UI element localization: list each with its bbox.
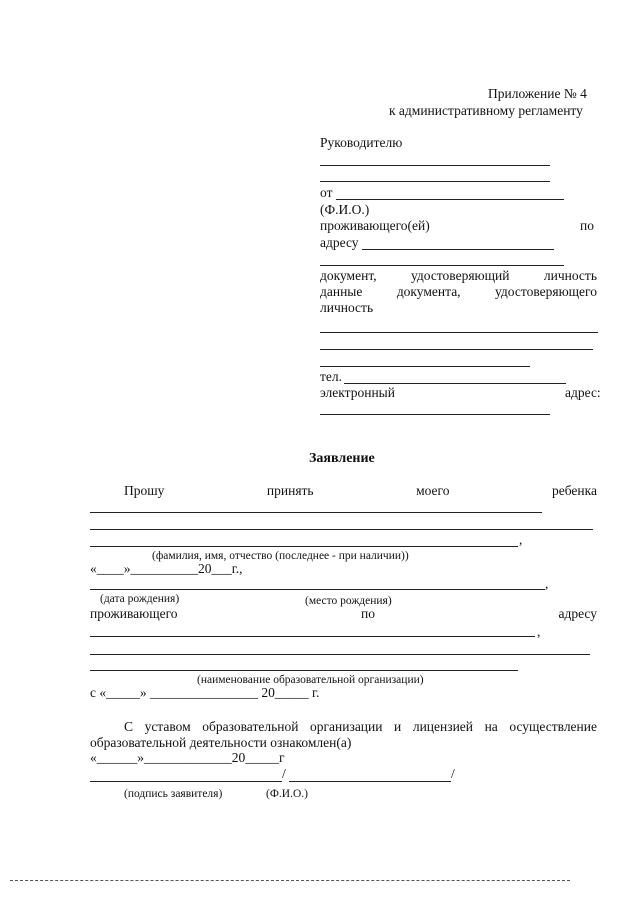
org-name-line[interactable] <box>90 670 518 671</box>
child-address-line-2[interactable] <box>90 654 590 655</box>
request-line <box>124 483 597 499</box>
document-word-2: документа, <box>396 284 461 299</box>
certifying-word: удостоверяющий <box>410 268 510 283</box>
page-bottom-edge <box>10 880 570 881</box>
signature-caption: (подпись заявителя) <box>124 788 223 800</box>
data-word: данные <box>320 284 363 299</box>
comma-3: , <box>537 624 541 639</box>
regulation-reference: к административному регламенту <box>389 103 583 118</box>
addressee-line-1[interactable] <box>320 165 550 166</box>
addressee-line-2[interactable] <box>320 181 550 182</box>
from-label: от <box>320 185 333 200</box>
email-label-2: адрес: <box>565 385 601 400</box>
statement-title: Заявление <box>309 451 375 466</box>
birth-date-line[interactable]: «____»__________20___г., <box>90 561 243 576</box>
residing-line <box>90 606 597 622</box>
document-word: документ, <box>320 268 377 283</box>
document-data-line <box>320 284 597 300</box>
request-word-1: Прошу <box>124 483 165 498</box>
sign-date-line[interactable]: «______»_____________20_____г <box>90 750 285 765</box>
email-line[interactable] <box>320 414 550 415</box>
comma-1: , <box>519 532 523 547</box>
slash-2: / <box>451 766 455 781</box>
slash-1: / <box>282 766 286 781</box>
address-line-2[interactable] <box>320 265 564 266</box>
by-word: по <box>361 606 376 621</box>
child-name-line-3[interactable] <box>90 546 518 547</box>
certifying-word-2: удостоверяющего <box>495 284 597 299</box>
start-date-line[interactable]: с «_____» ________________ 20_____ г. <box>90 685 320 700</box>
address-line-1[interactable] <box>362 249 554 250</box>
birth-date-caption: (дата рождения) <box>100 593 180 605</box>
document-line-2[interactable] <box>320 349 593 350</box>
birth-place-line[interactable] <box>90 589 545 590</box>
phone-label: тел. <box>320 369 343 384</box>
residing-word: проживающего <box>90 606 178 621</box>
document-line-3[interactable] <box>320 366 530 367</box>
child-name-line-2[interactable] <box>90 529 593 530</box>
child-name-line-1[interactable] <box>90 512 542 513</box>
signature-fio-caption: (Ф.И.О.) <box>266 788 308 800</box>
address-word: адресу <box>558 606 597 621</box>
request-word-4: ребенка <box>551 483 597 498</box>
fio-caption: (Ф.И.О.) <box>320 202 370 217</box>
signature-fio-line[interactable] <box>289 781 451 782</box>
fio-caption-child: (фамилия, имя, отчество (последнее - при наличии)) <box>152 550 409 562</box>
identity-word: личность <box>543 268 597 283</box>
comma-2: , <box>545 576 549 591</box>
birth-place-caption: (место рождения) <box>305 595 392 607</box>
email-label: электронный <box>320 385 395 400</box>
child-address-line-1[interactable] <box>90 636 535 637</box>
phone-line[interactable] <box>344 383 566 384</box>
addressee-title: Руководителю <box>320 135 403 150</box>
request-word-2: принять <box>266 483 314 498</box>
request-word-3: моего <box>416 483 450 498</box>
charter-text-2: образовательной деятельности ознакомлен(а) <box>90 735 352 750</box>
identity-document-line <box>320 268 597 284</box>
address-label: адресу <box>320 235 359 250</box>
by-label: по <box>580 218 594 233</box>
residing-label: проживающего(ей) <box>320 218 430 233</box>
identity-word-2: личность <box>320 300 374 315</box>
document-line-1[interactable] <box>320 332 598 333</box>
charter-text-1: С уставом образовательной организации и лицензией на осуществление <box>124 719 597 734</box>
appendix-number: Приложение № 4 <box>488 86 587 101</box>
signature-line[interactable] <box>90 781 282 782</box>
org-caption: (наименование образовательной организации) <box>197 674 424 686</box>
from-name-line[interactable] <box>336 199 564 200</box>
